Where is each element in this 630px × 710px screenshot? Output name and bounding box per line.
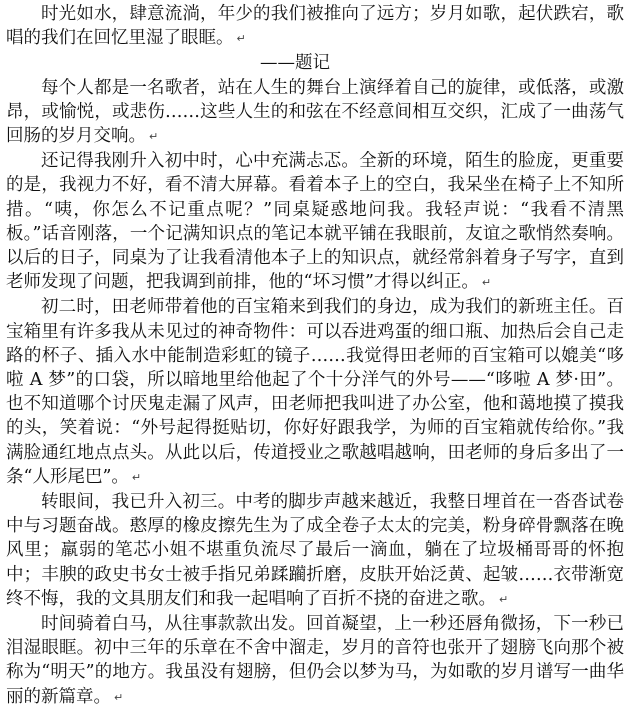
paragraph-mark-icon: ↵ xyxy=(149,130,159,144)
paragraph-text: 时间骑着白马，从往事款款出发。回首凝望，上一秒还唇角微扬，下一秒已泪湿眼眶。初中三年的乐章在不舍中溜走，岁月的音符也张开了翅膀飞向那个被称为“明天”的地方。我虽没有翅膀，但仍会以梦为马，为如歌的岁月谱写一曲华丽的新篇章。 xyxy=(6,614,624,707)
epigraph-attribution xyxy=(6,51,624,75)
paragraph-text: 还记得我刚升入初中时，心中充满忐忑。全新的环境，陌生的脸庞，更重要的是，我视力不好，看不清大屏幕。看着本子上的空白，我呆坐在椅子上不知所措。“咦，你怎么不记重点呢？”同桌疑惑地问我。我轻声说：“我看不清黑板。”话音刚落，一个记满知识点的笔记本就平铺在我眼前，友谊之歌悄然奏响。以后的日子，同桌为了让我看清他本子上的知识点，就经常斜着身子写字，直到老师发现了问题，把我调到前排，他的“坏习惯”才得以纠正。 xyxy=(6,151,624,293)
paragraph-mark-icon: ↵ xyxy=(114,690,124,704)
body-paragraph xyxy=(6,149,624,295)
paragraph-text: 转眼间，我已升入初三。中考的脚步声越来越近，我整日埋首在一沓沓试卷中与习题奋战。憨厚的橡皮擦先生为了成全卷子太太的完美，粉身碎骨飘落在晚风里；羸弱的笔芯小姐不堪重负流尽了最后一滴血，躺在了垃圾桶哥哥的怀抱中；丰腴的政史书女士被手指兄弟蹂躏折磨，皮肤开始泛黄、起皱……衣带渐宽终不悔，我的文具朋友们和我一起唱响了百折不挠的奋进之歌。 xyxy=(6,492,624,609)
body-paragraph xyxy=(6,76,624,150)
body-paragraph xyxy=(6,612,624,710)
paragraph-mark-icon: ↵ xyxy=(481,276,492,290)
epigraph xyxy=(6,2,624,51)
body-paragraph xyxy=(6,295,624,490)
body-paragraph xyxy=(6,490,624,612)
epigraph-text: 时光如水，肆意流淌，年少的我们被推向了远方；岁月如歌，起伏跌宕，歌唱的我们在回忆里湿了眼眶。 xyxy=(6,4,624,49)
paragraph-mark-icon: ↵ xyxy=(236,32,246,46)
paragraph-text: 初二时，田老师带着他的百宝箱来到我们的身边，成为我们的新班主任。百宝箱里有许多我从未见过的神奇物件：可以吞进鸡蛋的细口瓶、加热后会自己走路的杯子、插入水中能制造彩虹的镜子……我觉得田老师的百宝箱可以媲美“哆啦 A 梦”的口袋，所以暗地里给他起了个十分洋气的外号——“哆啦 A 梦·田”。也不知道哪个讨厌鬼走漏了风声，田老师把我叫进了办公室，他和蔼地摸了摸我的头，笑着说：“外号起得挺贴切，你好好跟我学，为师的百宝箱就传给你。”我满脸通红地点点头。从此以后，传道授业之歌越唱越响，田老师的身后多出了一条“人形尾巴”。 xyxy=(6,297,624,487)
paragraph-text: 每个人都是一名歌者，站在人生的舞台上演绎着自己的旋律，或低落，或激昂，或愉悦，或悲伤……这些人生的和弦在不经意间相互交织，汇成了一曲荡气回肠的岁月交响。 xyxy=(6,77,624,147)
paragraph-mark-icon: ↵ xyxy=(131,470,142,484)
attribution-text: ——题记 xyxy=(260,53,330,74)
paragraph-mark-icon: ↵ xyxy=(499,592,509,606)
